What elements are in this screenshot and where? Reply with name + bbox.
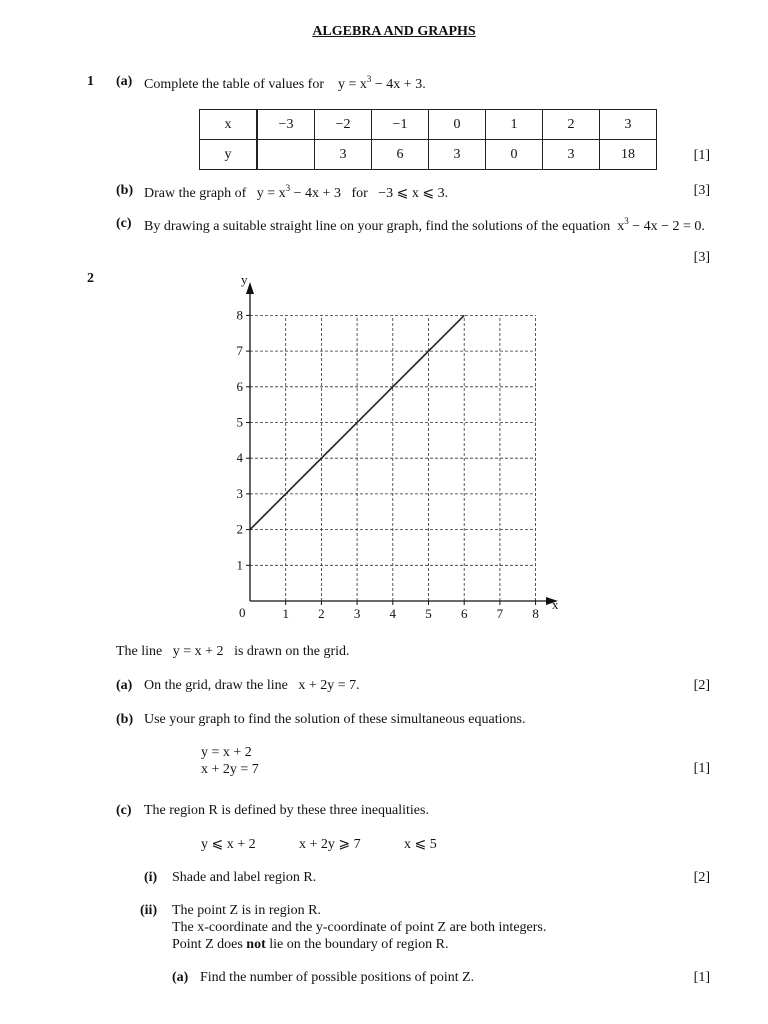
x-tick-label: 6 [460, 606, 468, 621]
tick-labels [237, 307, 539, 621]
q1b-range: −3 ⩽ x ⩽ 3. [378, 186, 449, 201]
q2c-text: The region R is defined by these three inequalities. [144, 803, 429, 818]
q1c-mark: [3] [693, 250, 710, 265]
y-tick-label: 6 [236, 378, 243, 394]
y-tick-label: 7 [236, 343, 243, 359]
table-cell: 6 [372, 140, 429, 170]
q2cii-label: (ii) [140, 903, 158, 918]
q1c-equation: $x^3 - 4x - 2 = 0$. [617, 216, 705, 234]
table-cell: 3 [429, 140, 486, 170]
q2c-label: (c) [116, 803, 132, 818]
q2cii-a-mark: [1] [693, 970, 710, 985]
q1a-equation: $y = x^3 - 4x + 3$. [338, 74, 426, 92]
q2b-label: (b) [116, 712, 134, 727]
q1b-text: Draw the graph of $y = x^3 - 4x + 3$ for −3 ⩽ x ⩽ 3. [144, 183, 449, 201]
y-tick-label: 5 [236, 414, 243, 430]
question-2-number: 2 [87, 271, 94, 286]
q2cii-a-label: (a) [172, 970, 189, 985]
q2b-text: Use your graph to find the solution of these simultaneous equations. [144, 712, 526, 727]
x-tick-label: 2 [318, 606, 325, 621]
table-cell: 1 [486, 110, 543, 140]
q2a-label: (a) [116, 678, 133, 693]
y-tick-label: 2 [236, 521, 243, 537]
table-cell: 3 [543, 140, 600, 170]
q2ci-label: (i) [144, 870, 158, 885]
q2cii-line-3: Point Z does not lie on the boundary of region R. [172, 937, 449, 952]
table-cell: −2 [315, 110, 372, 140]
q2a-equation: x + 2y = 7. [298, 678, 360, 693]
q2a-text: On the grid, draw the line x + 2y = 7. [144, 678, 360, 693]
origin-label: 0 [239, 605, 246, 620]
q2b-equation-1: y = x + 2 [201, 745, 252, 760]
x-tick-label: 3 [353, 606, 361, 621]
x-tick-label: 8 [532, 606, 539, 621]
q1c-label: (c) [116, 216, 132, 231]
q1c-text: By drawing a suitable straight line on your graph, find the solutions of the equation $x^3 - 4x - 2 = 0$. [144, 216, 705, 234]
grid-lines [250, 315, 536, 601]
q2b-equation-2: x + 2y = 7 [201, 762, 259, 777]
q2b-mark: [1] [693, 761, 710, 776]
table-cell: 3 [315, 140, 372, 170]
table-cell: 3 [600, 110, 657, 140]
x-axis-label: x [552, 597, 559, 612]
y-tick-label: 1 [236, 557, 243, 573]
page-title: ALGEBRA AND GRAPHS [312, 24, 476, 39]
inequality-2: x + 2y ⩾ 7 [299, 837, 361, 852]
table-cell: 18 [600, 140, 657, 170]
y-tick-label: 8 [236, 307, 243, 323]
x-tick-label: 1 [282, 606, 289, 621]
q2-intro: The line y = x + 2 is drawn on the grid. [116, 644, 350, 659]
question-1-number: 1 [87, 74, 94, 89]
table-cell: 0 [486, 140, 543, 170]
table-cell: −3 [257, 110, 315, 140]
table-header-x: x [200, 110, 258, 140]
y-tick-label: 4 [236, 450, 243, 466]
x-tick-label: 7 [496, 606, 504, 621]
q1b-mark: [3] [693, 183, 710, 198]
q1a-mark: [1] [693, 148, 710, 163]
table-cell: 0 [429, 110, 486, 140]
y-axis-label: y [241, 272, 248, 287]
q2cii-a-text: Find the number of possible positions of point Z. [200, 970, 475, 985]
q2ci-text: Shade and label region R. [172, 870, 317, 885]
q2cii-line-1: The point Z is in region R. [172, 903, 321, 918]
q1a-label: (a) [116, 74, 133, 89]
q1a-text: Complete the table of values for $y = x^3 - 4x + 3$. [144, 74, 426, 92]
q2a-mark: [2] [693, 678, 710, 693]
q1b-equation: $y = x^3 - 4x + 3$ [256, 183, 341, 201]
q2ci-mark: [2] [693, 870, 710, 885]
x-tick-label: 5 [425, 606, 432, 621]
y-tick-label: 3 [236, 485, 243, 501]
table-cell: −1 [372, 110, 429, 140]
q2-intro-equation: y = x + 2 [172, 644, 224, 659]
table-cell: 2 [543, 110, 600, 140]
axes [236, 272, 559, 620]
table-header-y: y [200, 140, 258, 170]
q2cii-line-2: The x-coordinate and the y-coordinate of point Z are both integers. [172, 920, 547, 935]
inequality-3: x ⩽ 5 [404, 837, 437, 852]
inequality-1: y ⩽ x + 2 [201, 837, 256, 852]
x-tick-label: 4 [389, 606, 397, 621]
q1b-label: (b) [116, 183, 134, 198]
